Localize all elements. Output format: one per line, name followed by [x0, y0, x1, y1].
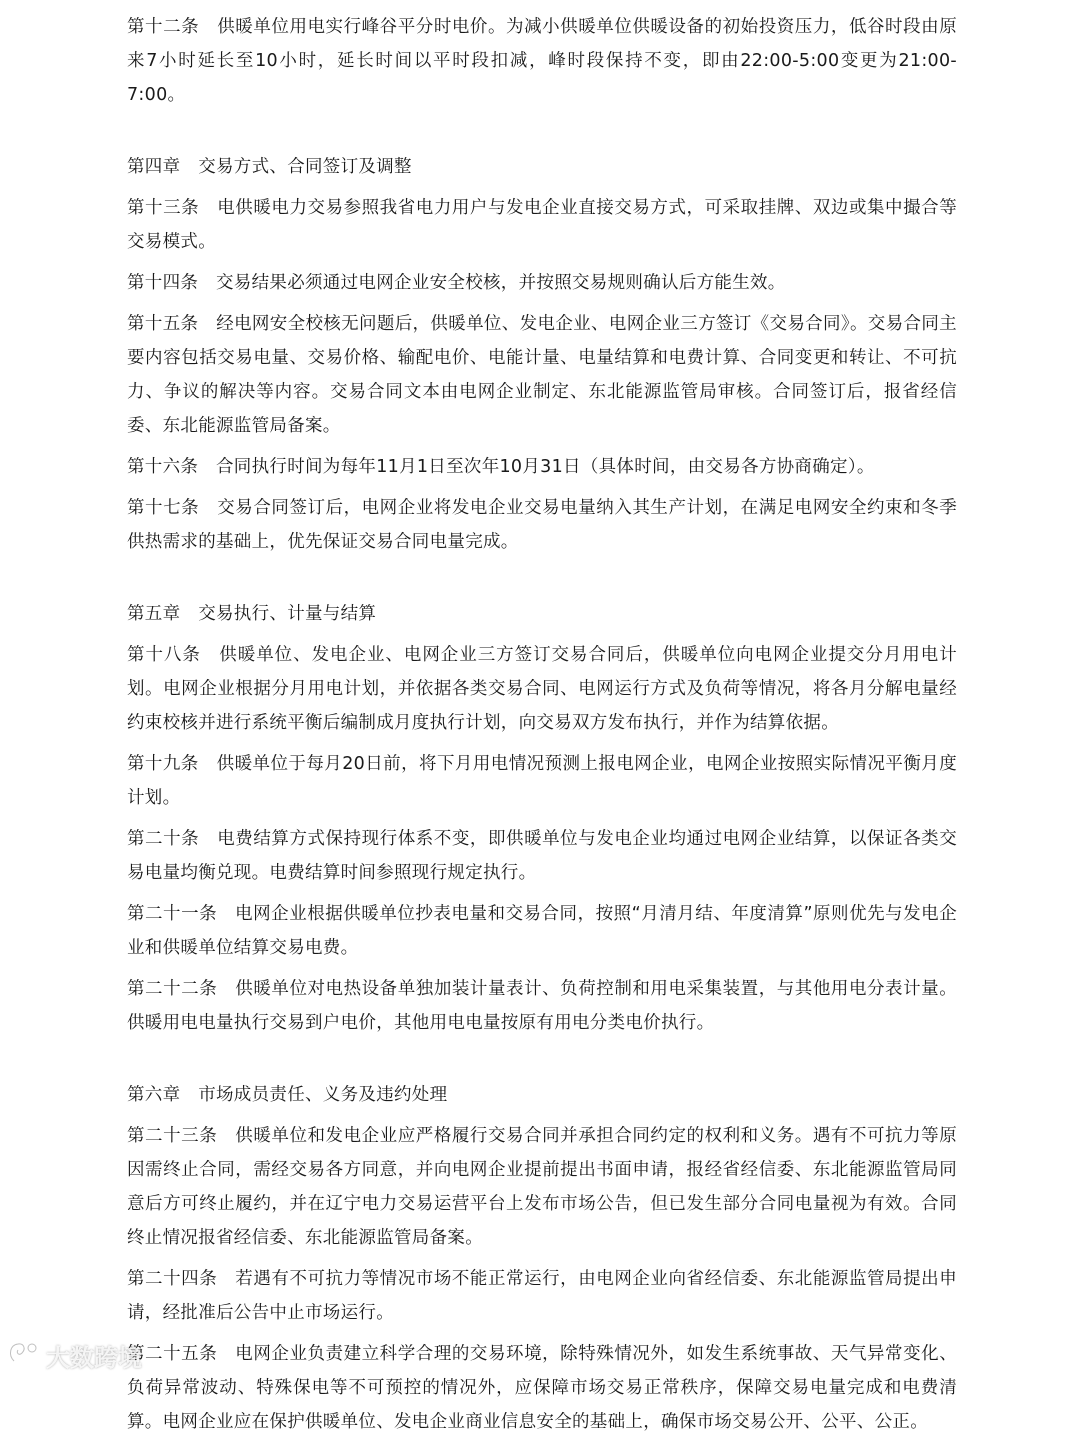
watermark-text: 大数跨境	[46, 1344, 142, 1372]
article-16: 第十六条 合同执行时间为每年11月1日至次年10月31日（具体时间，由交易各方协商确定）。	[127, 457, 875, 477]
article-21: 第二十一条 电网企业根据供暖单位抄表电量和交易合同，按照“月清月结、年度清算”原则优先与发电企业和供暖单位结算交易电费。	[127, 904, 957, 958]
article-23: 第二十三条 供暖单位和发电企业应严格履行交易合同并承担合同约定的权利和义务。遇有不可抗力等原因需终止合同，需经交易各方同意，并向电网企业提前提出书面申请，报经省经信委、东北能源监管局同意后方可终止履约，并在辽宁电力交易运营平台上发布市场公告，但已发生部分合同电量视为有效。合同终止情况报省经信委、东北能源监管局备案。	[127, 1126, 957, 1248]
watermark	[6, 1338, 142, 1373]
article-19: 第十九条 供暖单位于每月20日前，将下月用电情况预测上报电网企业，电网企业按照实际情况平衡月度计划。	[127, 754, 957, 808]
article-14: 第十四条 交易结果必须通过电网企业安全校核，并按照交易规则确认后方能生效。	[127, 273, 786, 293]
article-12: 第十二条 供暖单位用电实行峰谷平分时电价。为减小供暖单位供暖设备的初始投资压力，低谷时段由原来7小时延长至10小时，延长时间以平时段扣减，峰时段保持不变，即由22:00-5:00变更为21:00-7:00。	[127, 17, 957, 105]
article-25: 第二十五条 电网企业负责建立科学合理的交易环境，除特殊情况外，如发生系统事故、天气异常变化、负荷异常波动、特殊保电等不可预控的情况外，应保障市场交易正常秩序，保障交易电量完成和电费清算。电网企业应在保护供暖单位、发电企业商业信息安全的基础上，确保市场交易公开、公平、公正。	[127, 1344, 957, 1432]
article-18: 第十八条 供暖单位、发电企业、电网企业三方签订交易合同后，供暖单位向电网企业提交分月用电计划。电网企业根据分月用电计划，并依据各类交易合同、电网运行方式及负荷等情况，将各月分解电量经约束校核并进行系统平衡后编制成月度执行计划，向交易双方发布执行，并作为结算依据。	[127, 645, 957, 733]
chapter-6-heading: 第六章 市场成员责任、义务及违约处理	[127, 1085, 448, 1105]
document-body	[127, 10, 957, 1446]
chapter-5-heading: 第五章 交易执行、计量与结算	[127, 604, 377, 624]
chapter-4-heading: 第四章 交易方式、合同签订及调整	[127, 157, 412, 177]
article-24: 第二十四条 若遇有不可抗力等情况市场不能正常运行，由电网企业向省经信委、东北能源监管局提出申请，经批准后公告中止市场运行。	[127, 1269, 957, 1323]
article-20: 第二十条 电费结算方式保持现行体系不变，即供暖单位与发电企业均通过电网企业结算，以保证各类交易电量均衡兑现。电费结算时间参照现行规定执行。	[127, 829, 957, 883]
article-15: 第十五条 经电网安全校核无问题后，供暖单位、发电企业、电网企业三方签订《交易合同》。交易合同主要内容包括交易电量、交易价格、输配电价、电能计量、电量结算和电费计算、合同变更和转让、不可抗力、争议的解决等内容。交易合同文本由电网企业制定、东北能源监管局审核。合同签订后，报省经信委、东北能源监管局备案。	[127, 314, 957, 436]
brand-logo-icon	[6, 1339, 40, 1373]
article-17: 第十七条 交易合同签订后，电网企业将发电企业交易电量纳入其生产计划，在满足电网安全约束和冬季供热需求的基础上，优先保证交易合同电量完成。	[127, 498, 957, 552]
article-13: 第十三条 电供暖电力交易参照我省电力用户与发电企业直接交易方式，可采取挂牌、双边或集中撮合等交易模式。	[127, 198, 957, 252]
article-22: 第二十二条 供暖单位对电热设备单独加装计量表计、负荷控制和用电采集装置，与其他用电分表计量。供暖用电电量执行交易到户电价，其他用电电量按原有用电分类电价执行。	[127, 979, 957, 1033]
